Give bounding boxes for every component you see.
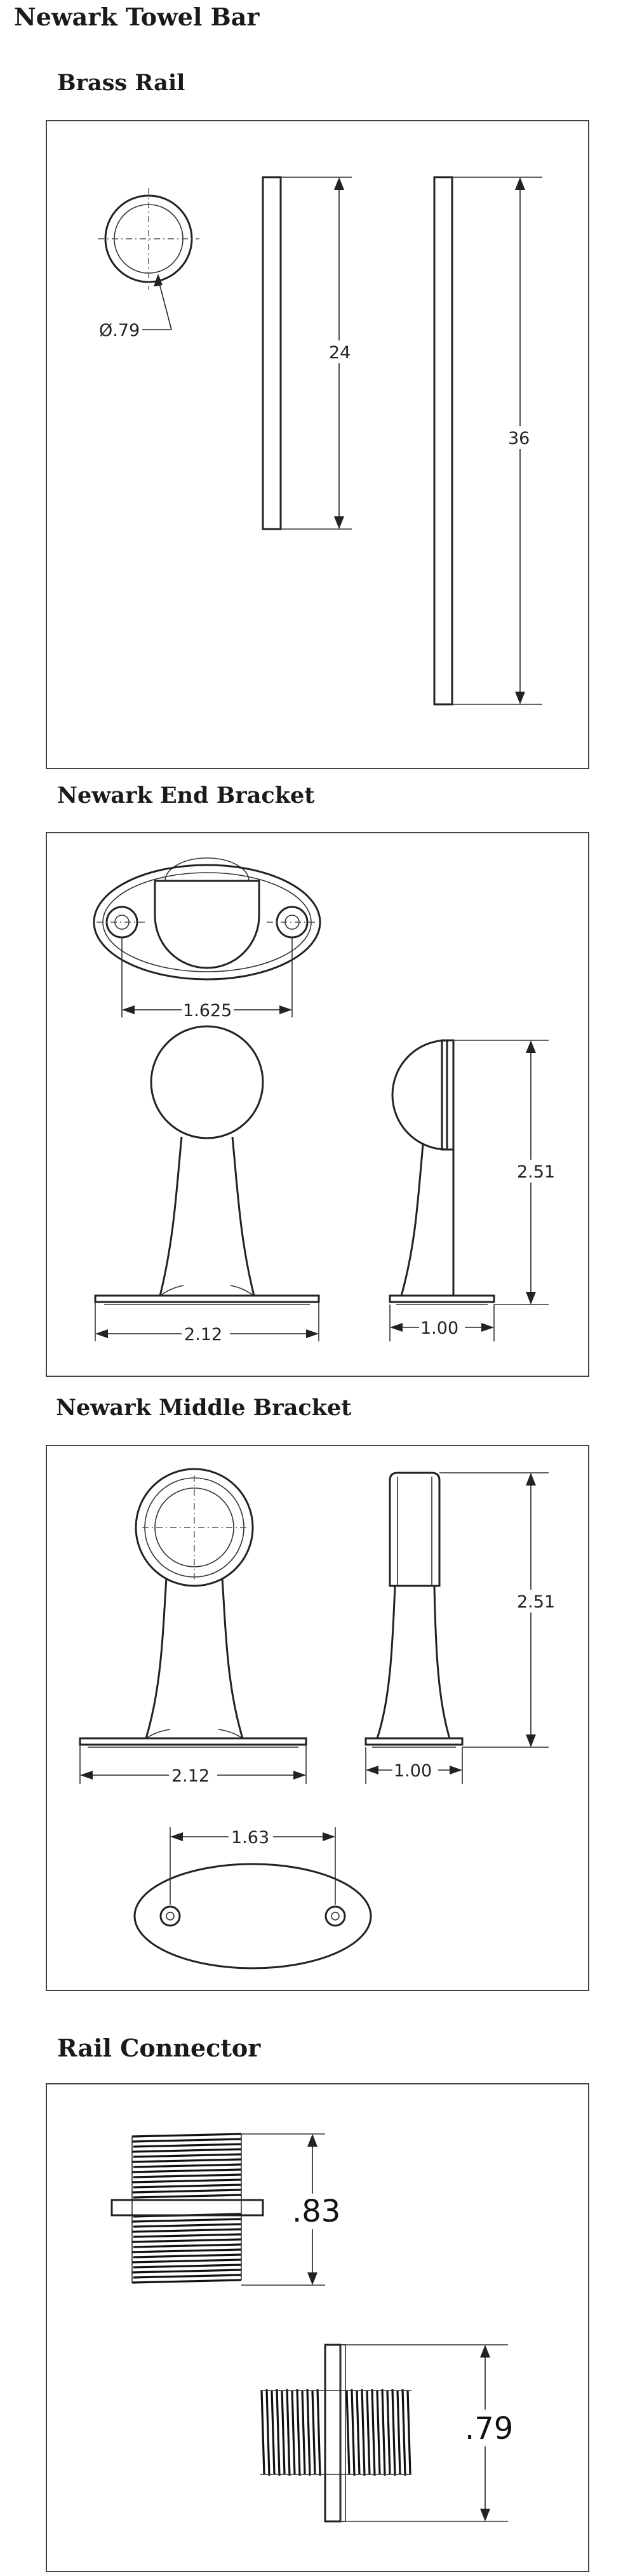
- end-bracket-side-view: [390, 1040, 549, 1341]
- middle-side-depth: 1.00: [394, 1761, 432, 1781]
- page-title: Newark Towel Bar: [14, 3, 260, 31]
- middle-bracket-panel: [46, 1445, 589, 1991]
- rail-diameter-label: Ø.79: [99, 321, 140, 340]
- rail-connector-panel: [46, 2083, 589, 2572]
- long-rail-length: 36: [508, 429, 530, 448]
- end-hole-spacing: 1.625: [183, 1001, 232, 1021]
- end-bracket-front-view: [95, 1026, 319, 1341]
- middle-bracket-heading: Newark Middle Bracket: [56, 1395, 352, 1421]
- end-bracket-top-view: [94, 858, 320, 1017]
- rail-connector-heading: Rail Connector: [57, 2034, 261, 2062]
- end-bracket-panel: [46, 832, 589, 1377]
- rail-connector-drawing: [47, 2084, 591, 2573]
- end-bracket-heading: Newark End Bracket: [57, 782, 315, 808]
- end-bracket-drawing: [47, 833, 591, 1378]
- middle-bracket-base-plate: [135, 1827, 371, 1968]
- connector-length-b: .79: [465, 2411, 514, 2446]
- brass-rail-heading: Brass Rail: [57, 70, 185, 96]
- end-base-width: 2.12: [184, 1325, 223, 1345]
- connector-length-a: .83: [292, 2194, 341, 2229]
- brass-rail-panel: [46, 120, 589, 769]
- short-rail-length: 24: [329, 343, 351, 363]
- end-side-depth: 1.00: [420, 1318, 459, 1338]
- brass-rail-drawing: [47, 121, 591, 770]
- middle-height: 2.51: [517, 1592, 556, 1612]
- middle-bracket-side-view: [366, 1473, 549, 1784]
- long-rail: [434, 177, 452, 704]
- middle-hole-spacing: 1.63: [231, 1828, 270, 1848]
- middle-bracket-drawing: [47, 1446, 591, 1992]
- middle-bracket-front-view: [80, 1469, 306, 1784]
- short-rail: [263, 177, 281, 529]
- end-height: 2.51: [517, 1162, 556, 1182]
- rail-cross-section: [98, 188, 199, 290]
- middle-base-width: 2.12: [171, 1766, 210, 1786]
